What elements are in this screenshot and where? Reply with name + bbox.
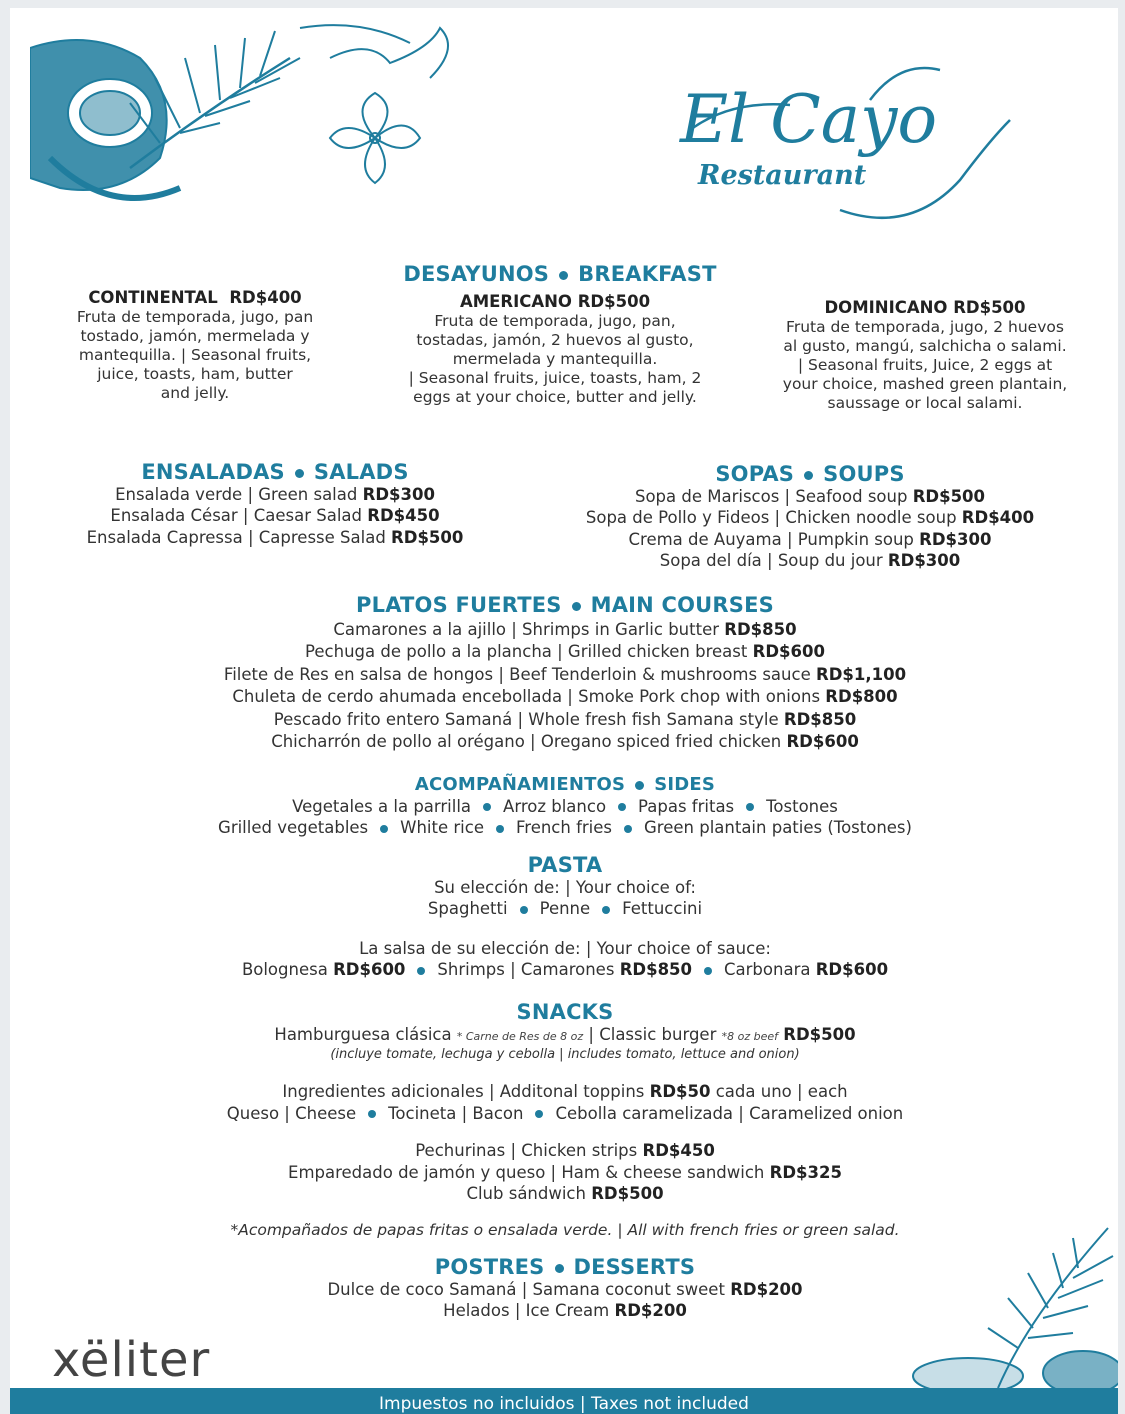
item-price: RD$450 (367, 506, 440, 525)
item-text: Filete de Res en salsa de hongos | Beef Tenderloin & mushrooms sauce (223, 664, 811, 684)
bullet-icon (704, 967, 712, 975)
pasta-type: Penne (539, 899, 591, 918)
side-item: Papas fritas (638, 796, 735, 816)
item-text: Helados | Ice Cream (443, 1301, 610, 1320)
burger-includes: (incluye tomate, lechuga y cebolla | includes tomato, lettuce and onion) (330, 1047, 800, 1062)
pasta-types-row (90, 898, 1040, 920)
item-desc-line: tostadas, jamón, 2 huevos al gusto, (416, 331, 694, 349)
burger-note-es: * Carne de Res de 8 oz (456, 1029, 584, 1043)
item-price: RD$300 (887, 551, 961, 570)
breakfast-heading-es: DESAYUNOS (403, 262, 550, 286)
pasta-heading: PASTA (527, 853, 603, 877)
item-text: Chuleta de cerdo ahumada encebollada | Smoke Pork chop with onions (232, 687, 821, 706)
item-price: RD$800 (825, 687, 898, 706)
breakfast-item-americano (390, 292, 720, 407)
item-text: Emparedado de jamón y queso | Ham & cheese sandwich (288, 1162, 765, 1182)
menu-item (90, 1183, 1040, 1205)
menu-item (90, 664, 1040, 687)
item-price: RD$300 (919, 529, 992, 549)
menu-item (550, 507, 1070, 529)
item-price: RD$325 (769, 1162, 842, 1182)
salads-heading (50, 462, 500, 484)
soups-heading-es: SOPAS (715, 462, 795, 486)
sides-es-row (90, 796, 1040, 818)
item-text: Pechuga de pollo a la plancha | Grilled chicken breast (305, 642, 748, 661)
sauce-price: RD$600 (333, 960, 406, 979)
mains-heading (90, 595, 1040, 617)
menu-item (90, 731, 1040, 754)
item-text: Pechurinas | Chicken strips (415, 1141, 638, 1160)
item-desc-line: and jelly. (160, 384, 230, 402)
item-text: Ensalada César | Caesar Salad (110, 506, 363, 525)
bullet-icon (635, 781, 644, 790)
pasta-sauce-label: La salsa de su elección de: | Your choice of sauce: (359, 938, 771, 958)
item-text: Ensalada Capressa | Capresse Salad (86, 527, 386, 547)
sides-heading-es: ACOMPAÑAMIENTOS (414, 774, 626, 795)
item-desc-line: | Seasonal fruits, juice, toasts, ham, 2 (408, 369, 702, 387)
mains-section (90, 595, 1040, 754)
item-text: Dulce de coco Samaná | Samana coconut sweet (327, 1279, 725, 1299)
item-text: Club sándwich (466, 1184, 586, 1203)
sauce-name: Carbonara (724, 960, 816, 979)
sides-section (90, 774, 1040, 839)
item-text: Camarones a la ajillo | Shrimps in Garlic butter (333, 619, 720, 639)
footer-text: Impuestos no incluidos | Taxes not included (379, 1394, 749, 1414)
side-item: Arroz blanco (503, 796, 607, 816)
salads-section (50, 462, 500, 548)
item-text: Sopa de Mariscos | Seafood soup (634, 486, 908, 506)
footer-band (10, 1388, 1118, 1414)
item-text: Sopa del día | Soup du jour (659, 551, 883, 570)
mains-heading-en: MAIN COURSES (590, 593, 774, 617)
item-desc-line: mermelada y mantequilla. (452, 350, 658, 368)
item-desc-line: juice, toasts, ham, butter (97, 365, 293, 383)
item-desc-line: al gusto, mangú, salchicha o salami. (783, 337, 1067, 355)
soups-section (550, 464, 1070, 572)
item-price: RD$1,100 (815, 664, 907, 684)
burger-name-en: | Classic burger (588, 1024, 717, 1044)
item-desc-line: eggs at your choice, butter and jelly. (413, 388, 697, 406)
brand-name: El Cayo (680, 81, 938, 158)
mains-heading-es: PLATOS FUERTES (356, 593, 562, 617)
desserts-heading-en: DESSERTS (573, 1255, 696, 1279)
pasta-sauces-row (90, 959, 1040, 981)
item-desc-line: Fruta de temporada, jugo, pan, (434, 312, 676, 330)
bullet-icon (535, 1110, 543, 1118)
brand-logo (670, 60, 1030, 230)
breakfast-heading (310, 264, 810, 286)
bullet-icon (555, 1264, 564, 1273)
side-item: French fries (515, 818, 613, 837)
soups-heading-en: SOUPS (823, 462, 905, 486)
item-price: RD$500 (912, 486, 986, 506)
pasta-section (90, 855, 1040, 981)
item-price: RD$400 (229, 288, 302, 307)
bullet-icon (520, 906, 528, 914)
item-desc-line: mantequilla. | Seasonal fruits, (78, 346, 312, 364)
item-name: AMERICANO (459, 292, 572, 311)
burger-name-es: Hamburguesa clásica (274, 1024, 452, 1044)
item-price: RD$850 (783, 709, 857, 729)
bullet-icon (572, 602, 581, 611)
side-item: Vegetales a la parrilla (292, 796, 472, 816)
burger-note-en: *8 oz beef (721, 1029, 778, 1043)
pasta-choice-label: Su elección de: | Your choice of: (434, 877, 696, 897)
sides-en-row (90, 817, 1040, 839)
coconut-palm-illustration-icon (30, 18, 470, 208)
item-price: RD$500 (953, 298, 1026, 317)
bullet-icon (559, 271, 568, 280)
item-price: RD$200 (730, 1279, 803, 1299)
side-item: Grilled vegetables (218, 818, 369, 837)
partner-logo: xëliter (52, 1332, 211, 1388)
desserts-heading-es: POSTRES (434, 1255, 545, 1279)
item-price: RD$600 (752, 642, 825, 661)
pasta-type: Fettuccini (622, 899, 703, 918)
sauce-name: Shrimps | Camarones (437, 960, 615, 979)
extras-price: RD$50 (649, 1082, 711, 1101)
item-text: Ensalada verde | Green salad (115, 484, 358, 504)
burger-price: RD$500 (783, 1024, 856, 1044)
sauce-name: Bolognesa (241, 960, 328, 979)
extras-row (90, 1103, 1040, 1125)
item-price: RD$850 (724, 619, 797, 639)
item-name: DOMINICANO (824, 298, 948, 317)
sides-heading (90, 774, 1040, 796)
breakfast-item-dominicano (765, 298, 1085, 413)
palm-leaf-illustration-icon (878, 1218, 1118, 1388)
item-desc-line: Fruta de temporada, jugo, pan (76, 308, 314, 326)
side-item: Tostones (766, 796, 838, 816)
menu-item (90, 686, 1040, 709)
brand-subtitle: Restaurant (698, 160, 867, 191)
side-item: White rice (400, 818, 484, 837)
snacks-heading: SNACKS (516, 1000, 614, 1024)
bullet-icon (746, 803, 754, 811)
item-name: CONTINENTAL (88, 288, 218, 307)
item-text: Sopa de Pollo y Fideos | Chicken noodle soup (585, 508, 957, 527)
bullet-icon (618, 803, 626, 811)
item-desc-line: tostado, jamón, mermelada y (80, 327, 310, 345)
item-desc-line: saussage or local salami. (827, 394, 1023, 412)
bullet-icon (624, 825, 632, 833)
breakfast-item-continental (50, 288, 340, 403)
menu-item (90, 1140, 1040, 1162)
extras-label: Ingredientes adicionales | Additonal toppins (282, 1082, 645, 1101)
bullet-icon (602, 906, 610, 914)
sides-heading-en: SIDES (654, 774, 716, 795)
menu-item (550, 550, 1070, 572)
burger-line (90, 1024, 1040, 1048)
item-price: RD$450 (642, 1141, 715, 1160)
menu-page (10, 8, 1118, 1414)
menu-item (50, 505, 500, 527)
bullet-icon (295, 469, 304, 478)
item-price: RD$300 (362, 484, 435, 504)
bullet-icon (368, 1110, 376, 1118)
bullet-icon (380, 825, 388, 833)
item-text: Pescado frito entero Samaná | Whole fresh fish Samana style (273, 709, 779, 729)
extras-line (90, 1081, 1040, 1103)
menu-item (550, 486, 1070, 508)
item-price: RD$500 (577, 292, 651, 311)
menu-item (90, 1162, 1040, 1184)
extras-suffix: cada uno | each (715, 1082, 848, 1101)
sauce-price: RD$850 (619, 960, 693, 979)
item-desc-line: your choice, mashed green plantain, (782, 375, 1068, 393)
sauce-price: RD$600 (815, 960, 889, 979)
side-item: Green plantain paties (Tostones) (644, 818, 912, 837)
item-desc-line: | Seasonal fruits, Juice, 2 eggs at (797, 356, 1053, 374)
snacks-section (90, 1002, 1040, 1241)
breakfast-heading-en: BREAKFAST (578, 262, 717, 286)
menu-item (50, 484, 500, 506)
menu-item (90, 619, 1040, 642)
snacks-note: *Acompañados de papas fritas o ensalada verde. | All with french fries or green salad. (230, 1220, 900, 1239)
item-price: RD$400 (961, 508, 1035, 527)
item-price: RD$500 (591, 1184, 664, 1203)
item-price: RD$500 (391, 527, 464, 547)
extra-item: Cebolla caramelizada | Caramelized onion (555, 1103, 904, 1123)
salads-heading-en: SALADS (313, 460, 409, 484)
menu-item (90, 641, 1040, 664)
item-desc-line: Fruta de temporada, jugo, 2 huevos (786, 318, 1064, 336)
soups-heading (550, 464, 1070, 486)
item-price: RD$200 (614, 1301, 687, 1320)
item-text: Crema de Auyama | Pumpkin soup (628, 529, 914, 549)
item-text: Chicharrón de pollo al orégano | Oregano spiced fried chicken (271, 732, 782, 751)
menu-item (50, 527, 500, 549)
bullet-icon (417, 967, 425, 975)
bullet-icon (496, 825, 504, 833)
bullet-icon (483, 803, 491, 811)
menu-item (90, 709, 1040, 732)
bullet-icon (804, 471, 813, 480)
extra-item: Queso | Cheese (226, 1103, 357, 1123)
salads-heading-es: ENSALADAS (141, 460, 285, 484)
menu-item (550, 529, 1070, 551)
extra-item: Tocineta | Bacon (388, 1103, 524, 1123)
pasta-type: Spaghetti (427, 899, 508, 918)
item-price: RD$600 (786, 732, 859, 751)
